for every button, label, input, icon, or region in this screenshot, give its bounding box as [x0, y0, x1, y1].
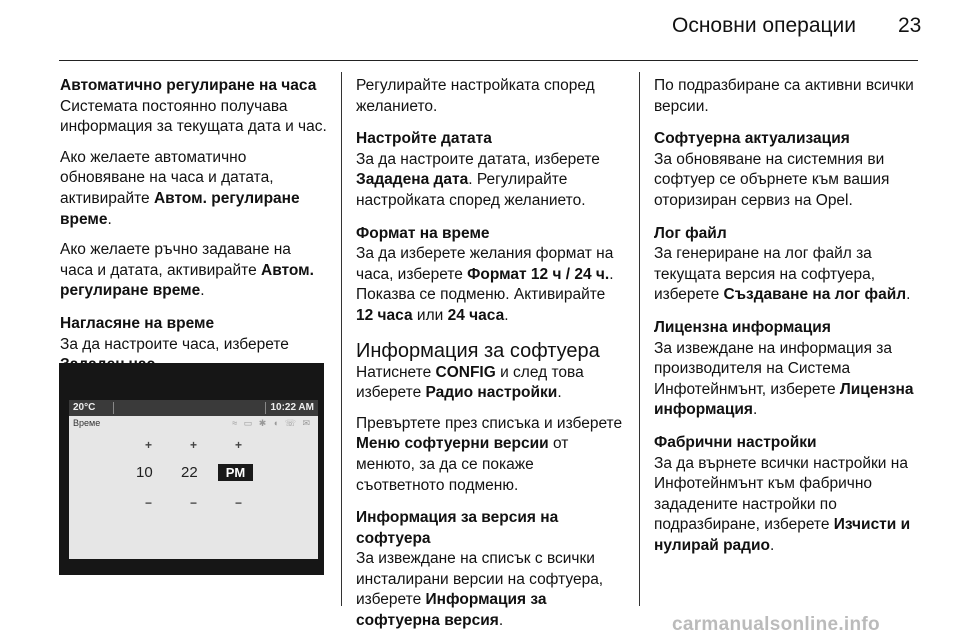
heading-auto-time: Автоматично регулиране на часа [60, 77, 317, 94]
hour-up-button[interactable]: + [145, 438, 153, 452]
column-1 [60, 76, 328, 376]
header-rule [59, 60, 918, 61]
heading-set-time: Нагласяне на време [60, 314, 215, 332]
panel-title: Време [73, 418, 101, 428]
paragraph: По подразбиране са активни всички версии. [654, 77, 914, 115]
paragraph: За генериране на лог файл за текущата версия на софтуера, изберете Създаване на лог файл. [654, 245, 911, 304]
paragraph: Ако желаете автоматично обновяване на часа и датата, активирайте Автом. регулиране време. [60, 148, 300, 228]
page-number: 23 [898, 14, 922, 37]
section-heading-software-info: Информация за софтуера [356, 339, 600, 362]
paragraph: За да настроите часа, изберете [60, 335, 289, 353]
heading-set-date: Настройте датата [356, 130, 492, 148]
minute-down-button[interactable]: − [190, 496, 198, 510]
status-bar [69, 400, 318, 416]
heading-log-file: Лог файл [654, 224, 727, 242]
paragraph: За извеждане на списък с всички инсталирани версии на софтуера, изберете Информация за софтуерна версия. [356, 550, 604, 630]
paragraph: За да настроите датата, изберете Зададена дата. Регулирайте настройката според желанието. [356, 150, 600, 209]
paragraph: Ако желаете ръчно задаване на часа и датата, активирайте Автом. регулиране време. [60, 241, 314, 300]
heading-time-format: Формат на време [356, 224, 490, 242]
paragraph: Натиснете CONFIG и след това изберете Радио настройки. [356, 363, 584, 402]
page-header-title: Основни операции [672, 14, 857, 37]
paragraph: За извеждане на информация за производителя на Система Инфотейнмънт, изберете Лицензна информация. [654, 339, 914, 419]
minute-up-button[interactable]: + [190, 438, 198, 452]
heading-license-info: Лицензна информация [654, 318, 831, 336]
ampm-up-button[interactable]: + [235, 438, 243, 452]
clock-readout: 10:22 AM [270, 402, 314, 413]
temperature-readout: 20°C [73, 402, 96, 413]
column-divider-1 [341, 72, 342, 606]
paragraph: За да изберете желания формат на часа, изберете Формат 12 ч / 24 ч.. Показва се подменю. Активирайте 12 часа или 24 часа. [356, 245, 614, 324]
heading-software-update: Софтуерна актуализация [654, 130, 850, 148]
column-2 [356, 76, 626, 632]
ampm-down-button[interactable]: − [235, 496, 243, 510]
watermark: carmanualsonline.info [672, 614, 880, 635]
paragraph: За да върнете всички настройки на Инфотейнмънт към фабрично зададените настройки по подразбиране, изберете Изчисти и нулирай радио. [654, 454, 911, 554]
paragraph: Системата постоянно получава информация за текущата дата и час. [60, 97, 327, 136]
ampm-value: PM [218, 464, 253, 481]
hour-value: 10 [136, 464, 153, 481]
column-3 [654, 76, 926, 556]
time-settings-screenshot [59, 363, 324, 575]
paragraph: Регулирайте настройката според желанието. [356, 77, 595, 115]
heading-software-version: Информация за версия на софтуера [356, 509, 559, 547]
column-divider-2 [639, 72, 640, 606]
paragraph: За обновяване на системния ви софтуер се обърнете към вашия оторизиран сервиз на Opel. [654, 150, 890, 209]
hour-down-button[interactable]: − [145, 496, 153, 510]
paragraph: Превъртете през списъка и изберете Меню софтуерни версии от менюто, за да се покаже съответното подменю. [356, 414, 623, 494]
status-icons: ≈ ▭ ✱ ◖ ☏ ✉ [232, 418, 312, 428]
minute-value: 22 [181, 464, 198, 481]
heading-factory-settings: Фабрични настройки [654, 433, 817, 451]
time-panel [69, 416, 318, 559]
